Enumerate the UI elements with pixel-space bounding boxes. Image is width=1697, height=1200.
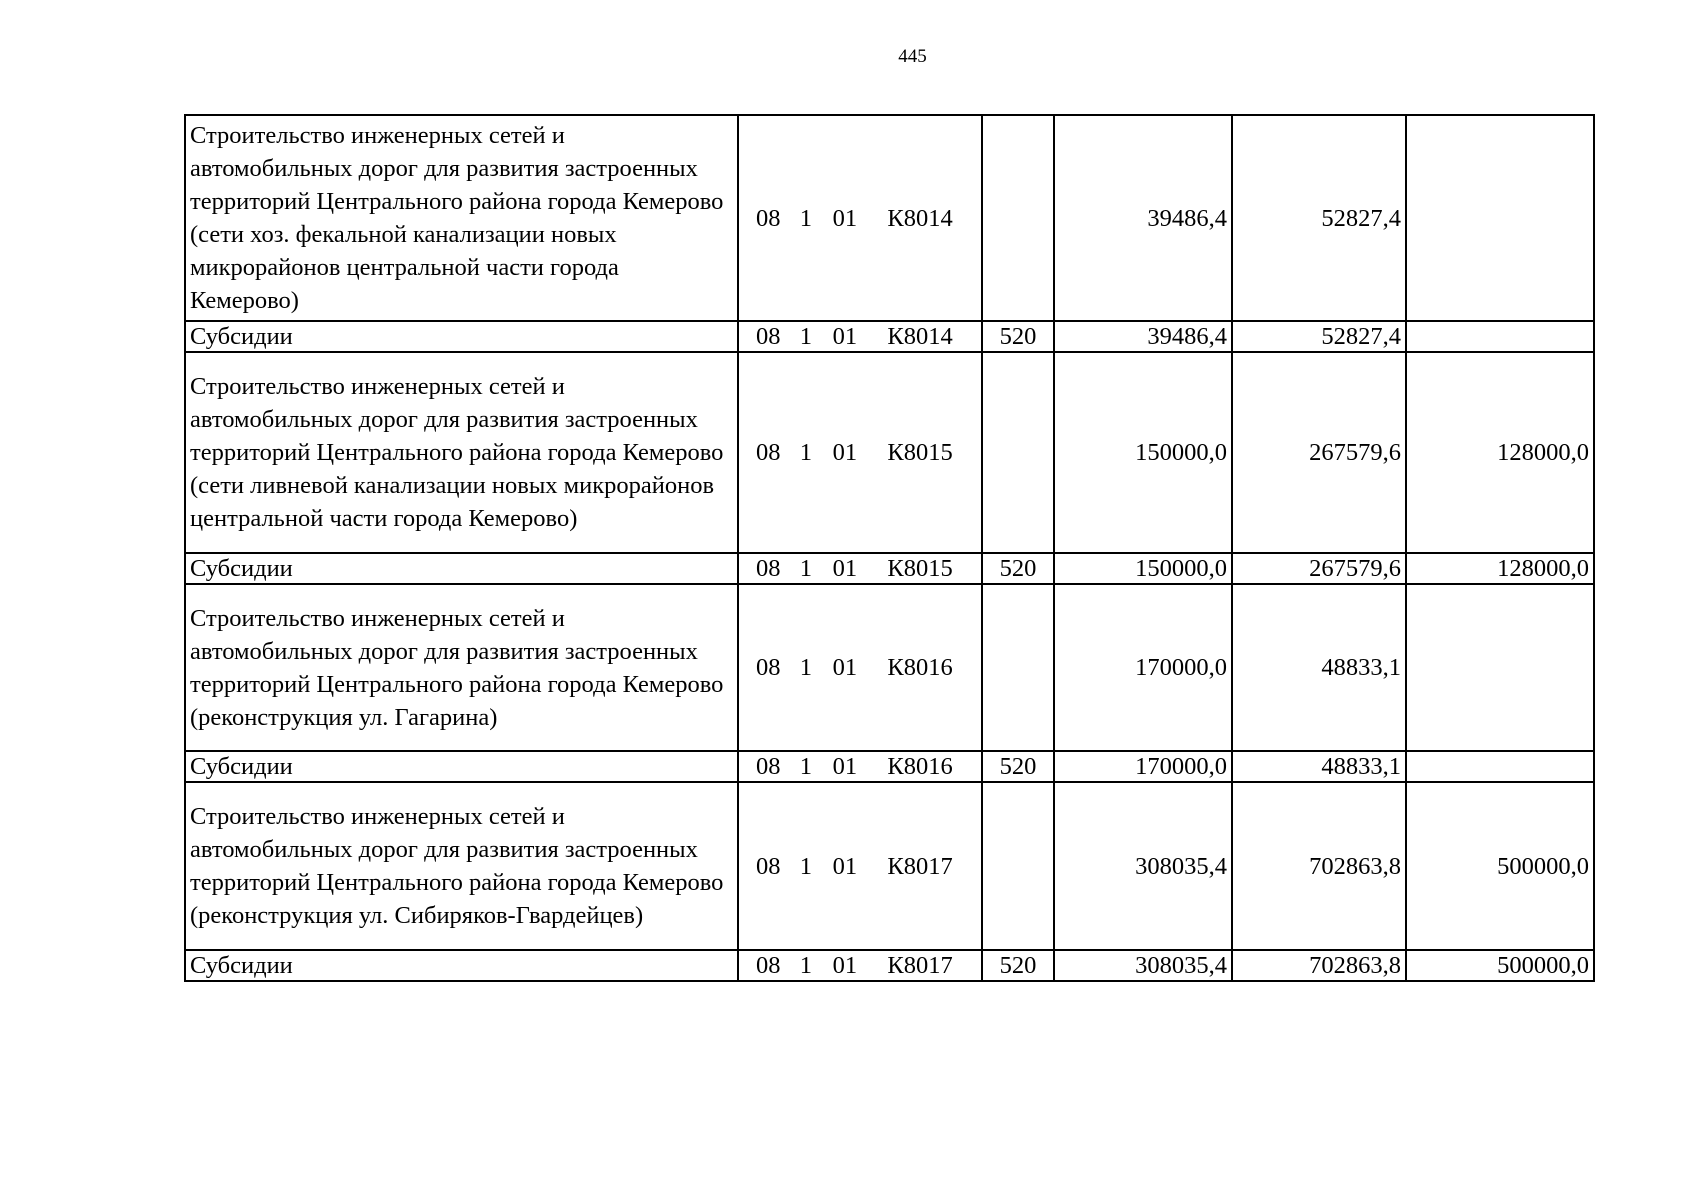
target-article-code: К8015 <box>887 555 953 582</box>
expense-name: Субсидии <box>185 751 738 782</box>
amount-2: 267579,6 <box>1232 553 1406 584</box>
expense-type-code <box>982 115 1054 321</box>
expense-name: Строительство инженерных сетей и автомобильных дорог для развития застроенных территорий Центрального района города Кемерово (реконструкция ул. Сибиряков-Гвардейцев) <box>185 782 738 950</box>
classification-code-cell <box>738 553 982 584</box>
program-code: 1 <box>799 439 813 466</box>
table-row <box>185 584 1594 751</box>
classification-code-cell <box>738 115 982 321</box>
amount-3 <box>1406 751 1594 782</box>
expense-name: Строительство инженерных сетей и автомобильных дорог для развития застроенных территорий Центрального района города Кемерово (сети хоз. фекальной канализации новых микрорайонов центральной части города Кемерово) <box>185 115 738 321</box>
subprogram-code: 01 <box>832 654 858 681</box>
program-code: 1 <box>799 555 813 582</box>
amount-1: 150000,0 <box>1054 352 1232 553</box>
expense-name: Строительство инженерных сетей и автомобильных дорог для развития застроенных территорий Центрального района города Кемерово (сети ливневой канализации новых микрорайонов центральной части города Кемерово) <box>185 352 738 553</box>
amount-3: 128000,0 <box>1406 352 1594 553</box>
classification-code-cell <box>738 584 982 751</box>
expense-name: Субсидии <box>185 553 738 584</box>
target-article-code: К8014 <box>887 204 953 232</box>
program-code: 1 <box>799 852 813 880</box>
expense-name: Субсидии <box>185 321 738 352</box>
subprogram-code: 01 <box>832 852 858 880</box>
target-article-code: К8017 <box>887 952 953 979</box>
amount-1: 39486,4 <box>1054 321 1232 352</box>
amount-2: 267579,6 <box>1232 352 1406 553</box>
program-code: 1 <box>799 654 813 681</box>
expense-type-code: 520 <box>982 321 1054 352</box>
section-code: 08 <box>756 952 781 979</box>
table-row <box>185 751 1594 782</box>
amount-2: 48833,1 <box>1232 751 1406 782</box>
table-row <box>185 553 1594 584</box>
table-row <box>185 950 1594 981</box>
amount-2: 48833,1 <box>1232 584 1406 751</box>
amount-3 <box>1406 321 1594 352</box>
amount-1: 308035,4 <box>1054 782 1232 950</box>
amount-1: 170000,0 <box>1054 751 1232 782</box>
amount-3: 128000,0 <box>1406 553 1594 584</box>
program-code: 1 <box>799 952 813 979</box>
amount-2: 52827,4 <box>1232 321 1406 352</box>
table-row <box>185 782 1594 950</box>
subprogram-code: 01 <box>832 439 858 466</box>
subprogram-code: 01 <box>832 204 858 232</box>
section-code: 08 <box>756 852 781 880</box>
target-article-code: К8015 <box>887 439 953 466</box>
amount-2: 702863,8 <box>1232 950 1406 981</box>
section-code: 08 <box>756 555 781 582</box>
budget-table <box>184 114 1595 982</box>
classification-code-cell <box>738 321 982 352</box>
program-code: 1 <box>799 204 813 232</box>
subprogram-code: 01 <box>832 753 858 780</box>
amount-1: 170000,0 <box>1054 584 1232 751</box>
program-code: 1 <box>799 323 813 350</box>
expense-type-code <box>982 352 1054 553</box>
table-row <box>185 115 1594 321</box>
page-number: 445 <box>898 46 927 67</box>
table-row <box>185 352 1594 553</box>
amount-1: 39486,4 <box>1054 115 1232 321</box>
amount-3: 500000,0 <box>1406 950 1594 981</box>
expense-type-code: 520 <box>982 950 1054 981</box>
target-article-code: К8017 <box>887 852 953 880</box>
expense-type-code <box>982 782 1054 950</box>
program-code: 1 <box>799 753 813 780</box>
amount-1: 308035,4 <box>1054 950 1232 981</box>
classification-code-cell <box>738 352 982 553</box>
expense-type-code <box>982 584 1054 751</box>
target-article-code: К8016 <box>887 654 953 681</box>
expense-type-code: 520 <box>982 751 1054 782</box>
target-article-code: К8014 <box>887 323 953 350</box>
classification-code-cell <box>738 950 982 981</box>
section-code: 08 <box>756 753 781 780</box>
classification-code-cell <box>738 751 982 782</box>
subprogram-code: 01 <box>832 323 858 350</box>
amount-2: 52827,4 <box>1232 115 1406 321</box>
amount-3 <box>1406 584 1594 751</box>
subprogram-code: 01 <box>832 555 858 582</box>
target-article-code: К8016 <box>887 753 953 780</box>
amount-3 <box>1406 115 1594 321</box>
amount-3: 500000,0 <box>1406 782 1594 950</box>
amount-2: 702863,8 <box>1232 782 1406 950</box>
classification-code-cell <box>738 782 982 950</box>
section-code: 08 <box>756 654 781 681</box>
expense-name: Строительство инженерных сетей и автомобильных дорог для развития застроенных территорий Центрального района города Кемерово (реконструкция ул. Гагарина) <box>185 584 738 751</box>
section-code: 08 <box>756 204 781 232</box>
subprogram-code: 01 <box>832 952 858 979</box>
expense-name: Субсидии <box>185 950 738 981</box>
section-code: 08 <box>756 439 781 466</box>
expense-type-code: 520 <box>982 553 1054 584</box>
amount-1: 150000,0 <box>1054 553 1232 584</box>
section-code: 08 <box>756 323 781 350</box>
table-row <box>185 321 1594 352</box>
